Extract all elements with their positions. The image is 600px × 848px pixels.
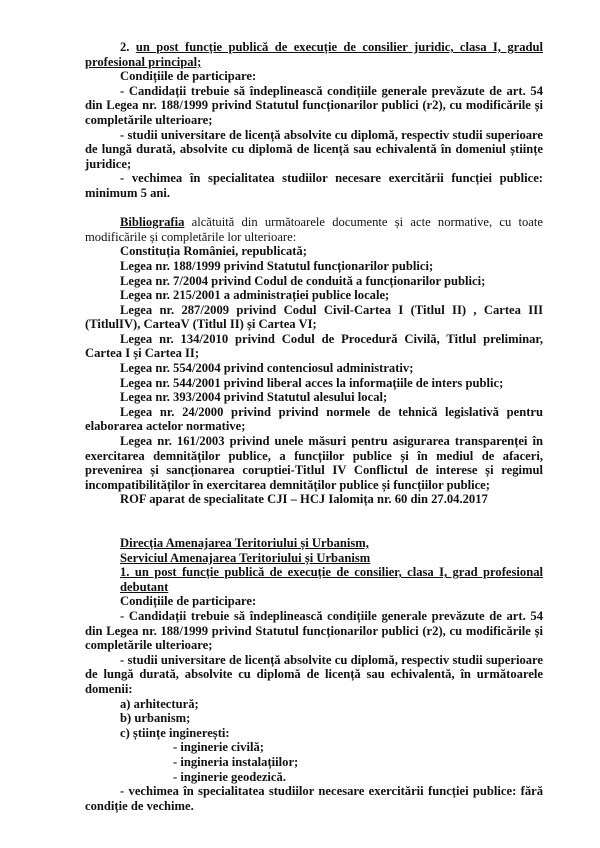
spacer [85,507,543,536]
section2-direction [85,536,543,551]
section1-condition-general: - Candidații trebuie să îndeplinească condițiile generale prevăzute de art. 54 din Legea nr. 188/1999 privind Statutul funcționarilor publici (r2), cu modificările și completările ulterioare; [85,83,543,127]
section1-condition-studies: - studii universitare de licență absolvite cu diplomă, respectiv studii superioare de lungă durată, absolvite cu diplomă de licență sau echivalentă în domeniul științe juridice; [85,127,543,171]
section2-conditions-heading: Condițiile de participare: [120,594,257,609]
section2-service-text: Serviciul Amenajarea Teritoriului și Urbanism [120,550,371,565]
bibliography-item: Legea nr. 215/2001 a administrației publice locale; [120,288,390,303]
bibliography-item: Legea nr. 287/2009 privind Codul Civil-Cartea I (Titlul II) , Cartea III (TitlulIV), CarteaV (Titlul II) și Cartea VI; [85,302,543,332]
section2-direction-text: Direcția Amenajarea Teritoriului și Urbanism, [120,536,369,550]
section2-post-title [85,565,543,594]
section1-post-title-text: un post funcție publică de execuție de consilier juridic, clasa I, gradul profesional principal; [85,40,544,69]
section2-subdomain: - inginerie geodezică. [173,769,286,784]
bibliography-item: Legea nr. 134/2010 privind Codul de Procedură Civilă, Titlul preliminar, Cartea I și Cartea II; [85,331,543,361]
section1-conditions-heading: Condițiile de participare: [120,69,257,84]
section2-service [85,551,543,566]
bibliography-item: Legea nr. 24/2000 privind privind normele de tehnică legislativă pentru elaborarea actelor normative; [85,404,543,434]
bibliography-item: Legea nr. 393/2004 privind Statutul alesului local; [120,390,388,405]
bibliography-item: Legea nr. 188/1999 privind Statutul funcționarilor publici; [120,258,434,273]
bibliography-item: Legea nr. 161/2003 privind unele măsuri pentru asigurarea transparenței în exercitarea demnităților publice, a funcțiilor publice și în mediul de afaceri, prevenirea și sancționarea coruptiei-Titlul IV Conflictul de interese și regimul incompatibilităților în exercitarea demnităților publice și funcțiilor publice; [85,434,543,492]
spacer [85,201,543,216]
section1-post-title [85,40,543,69]
section2-subdomain: - inginerie civilă; [173,740,264,755]
section2-condition-general: - Candidații trebuie să îndeplinească condițiile generale prevăzute de art. 54 din Legea nr. 188/1999 privind Statutul funcționarilor publici (r2), cu modificările și completările ulterioare; [85,608,543,653]
section1-number: 2. [120,40,130,54]
bibliography-label: Bibliografia [120,215,185,230]
section2-condition-studies: - studii universitare de licență absolvite cu diplomă, respectiv studii superioare de lungă durată, absolvite cu diplomă de licență sau echivalentă, în următoarele domenii: [85,652,543,696]
section2-domain: c) științe inginerești: [120,725,230,740]
section2-condition-seniority: - vechimea în specialitatea studiilor necesare exercitării funcției publice: fără condiție de vechime. [85,784,543,813]
bibliography-intro-text: alcătuită din următoarele documente și acte normative, cu toate modificările și completările lor ulterioare: [85,215,543,244]
bibliography-intro [85,215,543,244]
bibliography-item: Legea nr. 7/2004 privind Codul de conduită a funcționarilor publici; [120,273,486,288]
section1-condition-seniority: - vechimea în specialitatea studiilor necesare exercitării funcției publice: minimum 5 ani. [85,171,543,200]
section2-domain: b) urbanism; [120,711,191,726]
section2-post-title-text: 1. un post funcție publică de execuție de consilier, clasa I, grad profesional debutant [120,565,543,594]
bibliography-item: Constituția României, republicată; [120,244,307,259]
section2-subdomain: - ingineria instalațiilor; [173,754,299,769]
bibliography-item: Legea nr. 554/2004 privind contenciosul administrativ; [120,361,414,376]
bibliography-item: Legea nr. 544/2001 privind liberal acces la informațiile de inters public; [120,375,504,390]
document-page [85,40,543,813]
bibliography-item-rof: ROF aparat de specialitate CJI – HCJ Ialomița nr. 60 din 27.04.2017 [120,492,488,507]
section2-domain: a) arhitectură; [120,696,199,711]
